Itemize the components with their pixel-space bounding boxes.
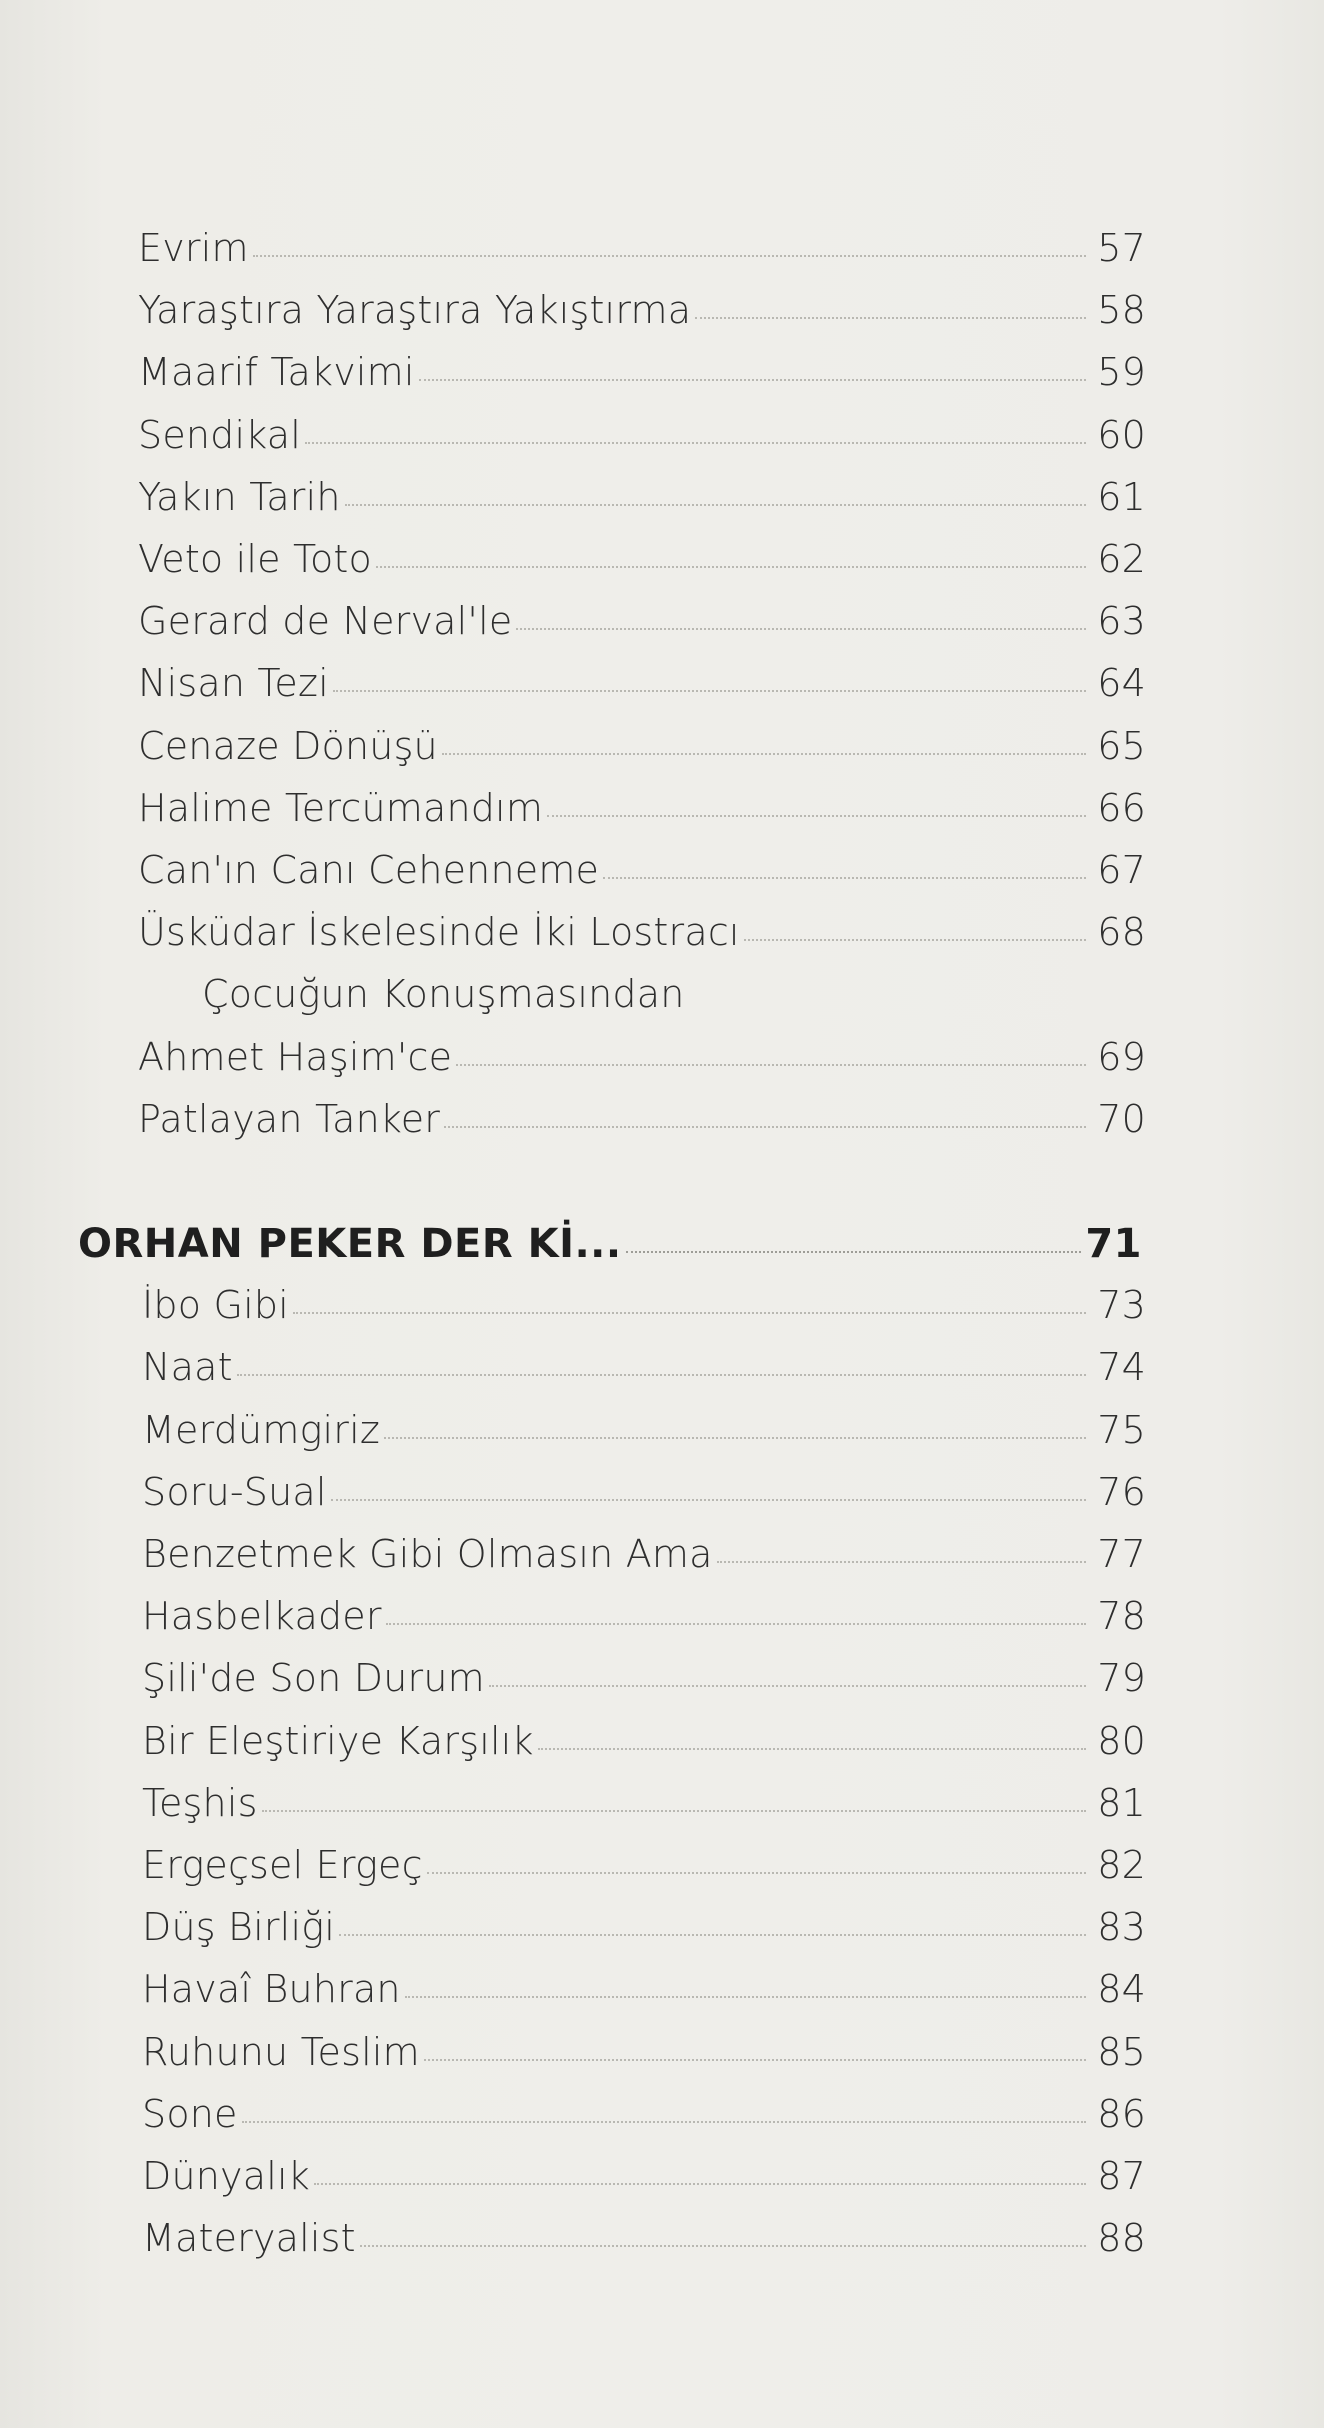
entry-title: Patlayan Tanker [138,1096,441,1141]
toc-entry [142,1345,1146,1395]
entry-page-number: 84 [1097,1967,1146,2012]
entry-title: Naat [142,1345,233,1390]
dot-leader [547,815,1086,817]
toc-entry [142,1719,1146,1769]
toc-entry-continuation [202,972,1002,1022]
dot-leader [489,1685,1086,1687]
dot-leader [427,1872,1086,1874]
entry-title: Halime Tercümandım [138,785,544,830]
entry-title: Nisan Tezi [138,661,329,706]
entry-page-number: 61 [1097,474,1146,519]
dot-leader [262,1810,1086,1812]
entry-title: Veto ile Toto [138,537,372,581]
dot-leader [293,1312,1086,1314]
toc-entry [142,2154,1146,2204]
dot-leader [253,255,1086,257]
entry-page-number: 58 [1097,288,1146,333]
entry-page-number: 65 [1097,723,1146,768]
entry-title: Yakın Tarih [138,474,341,519]
entry-title: Düş Birliği [142,1905,335,1950]
toc-entry [142,2030,1146,2080]
toc-entry [138,724,1146,774]
entry-title: Yaraştıra Yaraştıra Yakıştırma [138,288,692,333]
section-heading [78,1221,1142,1271]
dot-leader [242,2121,1086,2123]
entry-page-number: 77 [1097,1532,1146,1576]
entry-page-number: 73 [1097,1283,1146,1328]
toc-entry [142,2216,1146,2266]
entry-title: Ruhunu Teslim [142,2029,420,2074]
dot-leader [456,1064,1086,1066]
entry-page-number: 70 [1097,1096,1146,1141]
toc-entry [142,1470,1146,1520]
dot-leader [339,1934,1086,1936]
entry-title: Teşhis [142,1780,258,1825]
entry-title: Ahmet Haşim'ce [138,1034,453,1079]
entry-page-number: 75 [1097,1407,1146,1452]
dot-leader [744,939,1086,941]
dot-leader [419,379,1086,381]
dot-leader [603,877,1086,879]
entry-title: Gerard de Nerval'le [138,599,513,644]
entry-title: Üsküdar İskelesinde İki Lostracı [138,910,740,955]
dot-leader [386,1623,1086,1625]
entry-page-number: 85 [1097,2029,1146,2074]
entry-title: Cenaze Dönüşü [138,723,438,768]
dot-leader [333,690,1086,692]
toc-entry [138,288,1146,338]
entry-title: Ergeçsel Ergeç [142,1843,423,1887]
toc-entry [138,599,1146,649]
toc-entry [138,661,1146,711]
entry-page-number: 66 [1097,785,1146,830]
entry-page-number: 68 [1097,910,1146,955]
toc-entry [138,226,1146,276]
entry-title: İbo Gibi [142,1283,289,1328]
entry-title: Sendikal [138,412,302,457]
entry-page-number: 78 [1097,1594,1146,1639]
dot-leader [376,566,1086,568]
toc-entry [142,1843,1146,1893]
toc-entry [138,786,1146,836]
entry-page-number: 59 [1097,350,1146,395]
dot-leader [314,2183,1086,2185]
toc-entry [142,1283,1146,1333]
toc-entry [138,910,1146,960]
toc-entry [138,475,1146,525]
toc-entry [142,1967,1146,2017]
entry-page-number: 63 [1097,599,1146,644]
dot-leader [237,1374,1086,1376]
entry-page-number: 64 [1097,661,1146,706]
toc-entry [138,350,1146,400]
dot-leader [626,1251,1082,1253]
dot-leader [538,1748,1086,1750]
toc-entry [142,1905,1146,1955]
dot-leader [384,1437,1086,1439]
dot-leader [405,1996,1086,1998]
dot-leader [424,2059,1086,2061]
entry-page-number: 69 [1097,1034,1146,1079]
dot-leader [360,2245,1086,2247]
entry-page-number: 82 [1097,1843,1146,1887]
entry-page-number: 74 [1097,1345,1146,1390]
entry-page-number: 81 [1097,1780,1146,1825]
dot-leader [444,1126,1086,1128]
entry-title: Benzetmek Gibi Olmasın Ama [142,1532,713,1576]
entry-page-number: 71 [1085,1221,1142,1267]
entry-page-number: 88 [1097,2216,1146,2261]
entry-title: Bir Eleştiriye Karşılık [142,1718,534,1763]
toc-entry [142,1781,1146,1831]
dot-leader [695,317,1086,319]
toc-entry [142,1656,1146,1706]
dot-leader [345,504,1086,506]
entry-title: Çocuğun Konuşmasından [202,972,685,1017]
entry-title: Merdümgiriz [142,1407,381,1452]
entry-title: Can'ın Canı Cehenneme [138,848,600,892]
entry-title: Materyalist [142,2216,356,2261]
dot-leader [717,1561,1086,1563]
dot-leader [305,442,1086,444]
entry-title: Hasbelkader [142,1594,382,1639]
entry-page-number: 76 [1097,1469,1146,1514]
toc-entry [142,2092,1146,2142]
toc-entry [142,1532,1146,1582]
toc-entry [142,1594,1146,1644]
dot-leader [331,1499,1086,1501]
toc-entry [138,848,1146,898]
toc-entry [138,1035,1146,1085]
toc-entry [142,1408,1146,1458]
entry-page-number: 57 [1097,226,1146,270]
entry-page-number: 79 [1097,1656,1146,1701]
entry-page-number: 67 [1097,848,1146,892]
entry-page-number: 87 [1097,2154,1146,2198]
toc-entry [138,537,1146,587]
entry-title: Evrim [138,226,249,270]
toc-entry [138,413,1146,463]
entry-page-number: 62 [1097,537,1146,581]
dot-leader [516,628,1086,630]
dot-leader [442,753,1086,755]
entry-page-number: 83 [1097,1905,1146,1950]
entry-title: ORHAN PEKER DER Kİ... [78,1221,622,1267]
entry-page-number: 60 [1097,412,1146,457]
entry-title: Maarif Takvimi [138,350,415,395]
entry-page-number: 86 [1097,2091,1146,2136]
entry-title: Şili'de Son Durum [142,1656,485,1701]
entry-title: Soru-Sual [142,1469,327,1514]
entry-title: Havaî Buhran [142,1967,401,2012]
toc-entry [138,1097,1146,1147]
entry-page-number: 80 [1097,1718,1146,1763]
entry-title: Sone [142,2091,238,2136]
entry-title: Dünyalık [142,2154,310,2198]
